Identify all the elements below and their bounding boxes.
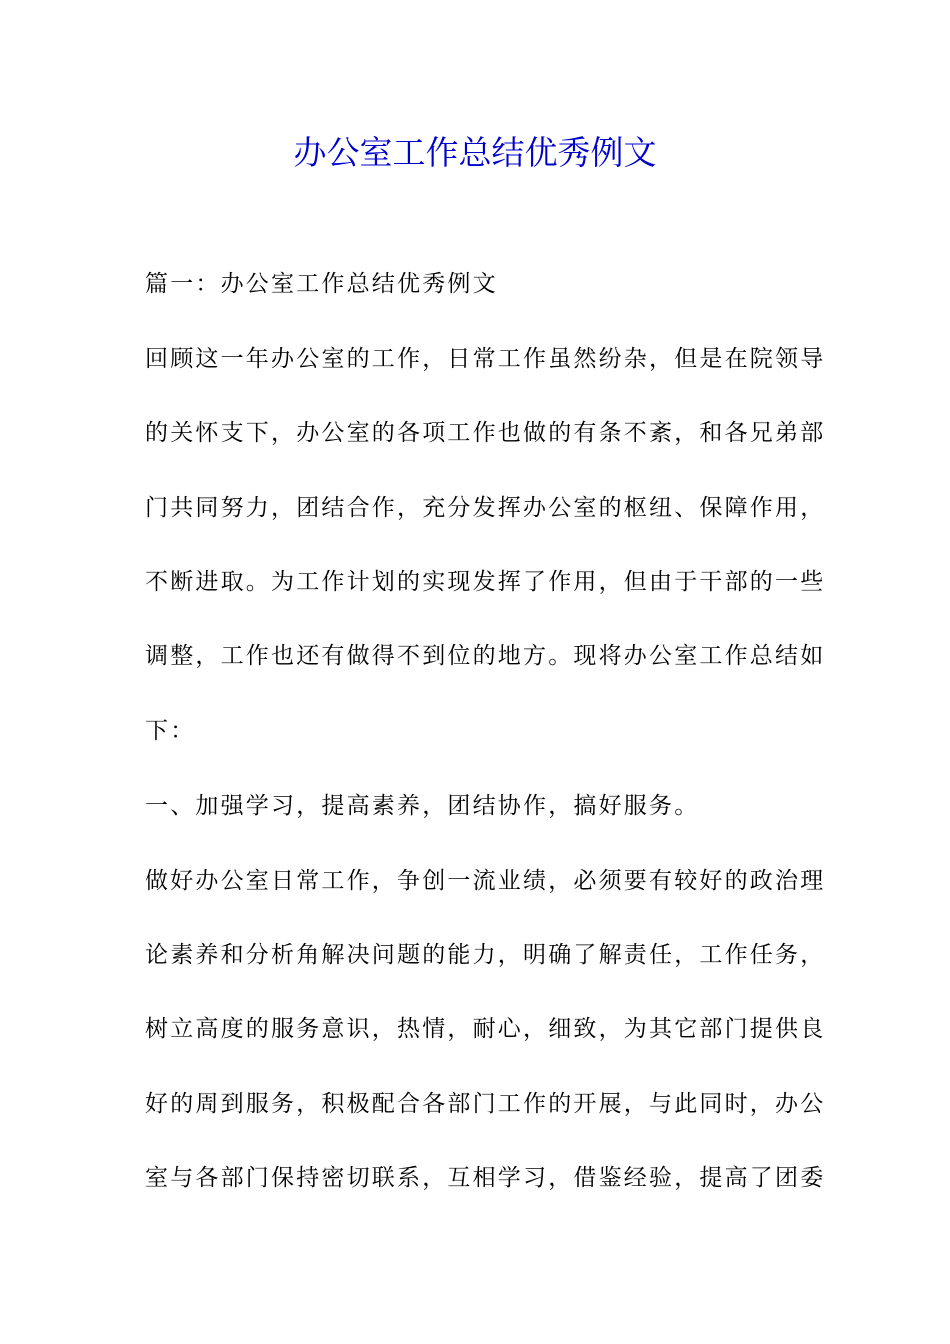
text-line: 的关怀支下，办公室的各项工作也做的有条不紊，和各兄弟部 [145,420,826,446]
text-line: 好的周到服务，积极配合各部门工作的开展，与此同时，办公 [145,1091,826,1117]
text-line: 树立高度的服务意识，热情，耐心，细致，为其它部门提供良 [145,1016,826,1042]
section-heading: 篇一：办公室工作总结优秀例文 [145,271,498,297]
text-line: 门共同努力，团结合作，充分发挥办公室的枢纽、保障作用， [145,495,826,521]
text-line: 调整，工作也还有做得不到位的地方。现将办公室工作总结如 [145,643,826,669]
page-title: 办公室工作总结优秀例文 [293,133,657,172]
text-line: 室与各部门保持密切联系，互相学习，借鉴经验，提高了团委 [145,1165,826,1191]
text-line: 下： [145,718,196,744]
subsection-heading: 一、加强学习，提高素养，团结协作，搞好服务。 [145,793,700,819]
text-line: 论素养和分析角解决问题的能力，明确了解责任，工作任务， [145,942,826,968]
text-line: 不断进取。为工作计划的实现发挥了作用，但由于干部的一些 [145,569,826,595]
text-line: 做好办公室日常工作，争创一流业绩，必须要有较好的政治理 [145,868,826,894]
text-line: 回顾这一年办公室的工作，日常工作虽然纷杂，但是在院领导 [145,346,826,372]
